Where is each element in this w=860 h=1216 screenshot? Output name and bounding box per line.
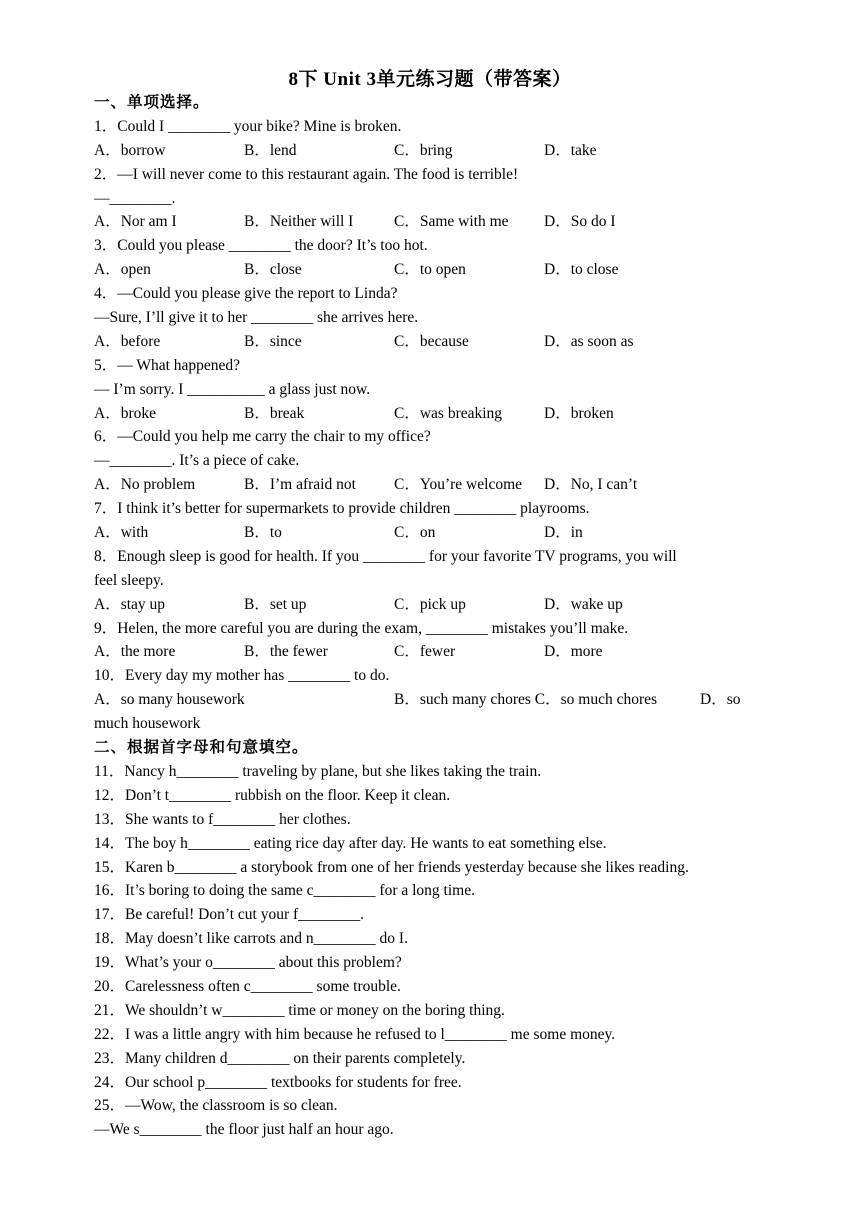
fill-in-item: 24．Our school p________ textbooks for students for free. [94, 1073, 462, 1091]
option-b: B．close [244, 261, 302, 279]
option-d: D．take [544, 141, 597, 159]
fill-in-item: 13．She wants to f________ her clothes. [94, 810, 351, 828]
question-text: 7．I think it’s better for supermarkets to provide children ________ playrooms. [94, 500, 590, 518]
options-row [94, 402, 774, 426]
question-text: 4．—Could you please give the report to Linda? [94, 285, 398, 303]
option-b: B．set up [244, 595, 307, 613]
fill-in-item: 20．Carelessness often c________ some trouble. [94, 977, 401, 995]
question-text: 1．Could I ________ your bike? Mine is broken. [94, 117, 402, 135]
fill-in-item: 14．The boy h________ eating rice day after day. He wants to eat something else. [94, 834, 607, 852]
fill-in-item: 22．I was a little angry with him because he refused to l________ me some money. [94, 1025, 616, 1043]
question-text: 9．Helen, the more careful you are during the exam, ________ mistakes you’ll make. [94, 619, 629, 637]
option-d: D．so [700, 691, 741, 709]
fill-in-item: 17．Be careful! Don’t cut your f________. [94, 906, 365, 924]
option-a: A．so many housework [94, 691, 245, 709]
option-a: A．the more [94, 643, 176, 661]
question-text: —________. It’s a piece of cake. [94, 452, 300, 470]
worksheet-content [94, 91, 774, 1142]
options-row [94, 330, 774, 354]
option-a: A．before [94, 332, 161, 350]
option-b: B．break [244, 404, 305, 422]
option-d: D．So do I [544, 213, 616, 231]
question-9 [94, 617, 774, 665]
options-row [94, 139, 774, 163]
option-a: A．stay up [94, 595, 166, 613]
option-d: D．more [544, 643, 603, 661]
option-b: B．lend [244, 141, 297, 159]
option-d-continued: much housework [94, 715, 201, 733]
question-7 [94, 497, 774, 545]
option-b: B．the fewer [244, 643, 328, 661]
option-a: A．broke [94, 404, 156, 422]
question-10 [94, 664, 774, 736]
option-d: D．as soon as [544, 332, 634, 350]
options-row [94, 688, 774, 712]
options-row [94, 593, 774, 617]
question-4 [94, 282, 774, 354]
option-c: C．to open [394, 261, 466, 279]
option-b: B．since [244, 332, 302, 350]
question-text: 2．—I will never come to this restaurant again. The food is terrible! [94, 165, 519, 183]
question-text: — I’m sorry. I __________ a glass just now. [94, 380, 371, 398]
fill-in-item: 23．Many children d________ on their parents completely. [94, 1049, 466, 1067]
option-c: C．You’re welcome [394, 476, 523, 494]
question-3 [94, 234, 774, 282]
option-c: C．because [394, 332, 469, 350]
fill-in-item: 21．We shouldn’t w________ time or money on the boring thing. [94, 1001, 505, 1019]
fill-in-list [94, 760, 774, 1142]
option-c: C．pick up [394, 595, 466, 613]
option-a: A．open [94, 261, 151, 279]
question-1 [94, 115, 774, 163]
option-c: C．bring [394, 141, 453, 159]
question-text: 10．Every day my mother has ________ to do. [94, 667, 390, 685]
question-text: 6．—Could you help me carry the chair to my office? [94, 428, 431, 446]
fill-in-item: 11．Nancy h________ traveling by plane, but she likes taking the train. [94, 762, 542, 780]
options-row [94, 473, 774, 497]
fill-in-item: 19．What’s your o________ about this problem? [94, 954, 402, 972]
option-b: B．I’m afraid not [244, 476, 356, 494]
option-c: C．was breaking [394, 404, 503, 422]
question-5 [94, 354, 774, 426]
question-text: —Sure, I’ll give it to her ________ she arrives here. [94, 309, 419, 327]
fill-in-item: 18．May doesn’t like carrots and n________ do I. [94, 930, 408, 948]
section-heading-fill-in: 二、根据首字母和句意填空。 [94, 738, 309, 757]
option-c: C．fewer [394, 643, 456, 661]
multiple-choice-list [94, 115, 774, 664]
fill-in-item: 25．—Wow, the classroom is so clean. [94, 1097, 338, 1115]
option-b: B．Neither will I [244, 213, 354, 231]
page-title: 8下 Unit 3单元练习题（带答案） [288, 69, 572, 90]
option-c: C．Same with me [394, 213, 509, 231]
option-d: D．in [544, 524, 583, 542]
options-row [94, 210, 774, 234]
question-text: feel sleepy. [94, 571, 164, 589]
section-heading-multiple-choice: 一、单项选择。 [94, 93, 210, 111]
question-2 [94, 163, 774, 235]
question-6 [94, 425, 774, 497]
option-a: A．with [94, 524, 149, 542]
option-d: D．wake up [544, 595, 623, 613]
question-text: —________. [94, 189, 176, 207]
options-row [94, 521, 774, 545]
option-d: D．broken [544, 404, 614, 422]
options-row [94, 640, 774, 664]
option-b-c: B．such many chores C．so much chores [394, 691, 658, 709]
option-c: C．on [394, 524, 436, 542]
option-a: A．Nor am I [94, 213, 177, 231]
option-b: B．to [244, 524, 282, 542]
question-text: 8．Enough sleep is good for health. If you ________ for your favorite TV programs, you will [94, 547, 677, 565]
option-d: D．to close [544, 261, 619, 279]
option-a: A．No problem [94, 476, 196, 494]
fill-in-item: 12．Don’t t________ rubbish on the floor. Keep it clean. [94, 786, 451, 804]
fill-in-item: —We s________ the floor just half an hour ago. [94, 1121, 394, 1139]
option-d: D．No, I can’t [544, 476, 638, 494]
question-text: 5．— What happened? [94, 356, 241, 374]
fill-in-item: 16．It’s boring to doing the same c________ for a long time. [94, 882, 475, 900]
question-8 [94, 545, 774, 617]
options-row [94, 258, 774, 282]
question-text: 3．Could you please ________ the door? It’s too hot. [94, 237, 428, 255]
fill-in-item: 15．Karen b________ a storybook from one of her friends yesterday because she likes reading. [94, 858, 689, 876]
option-a: A．borrow [94, 141, 166, 159]
